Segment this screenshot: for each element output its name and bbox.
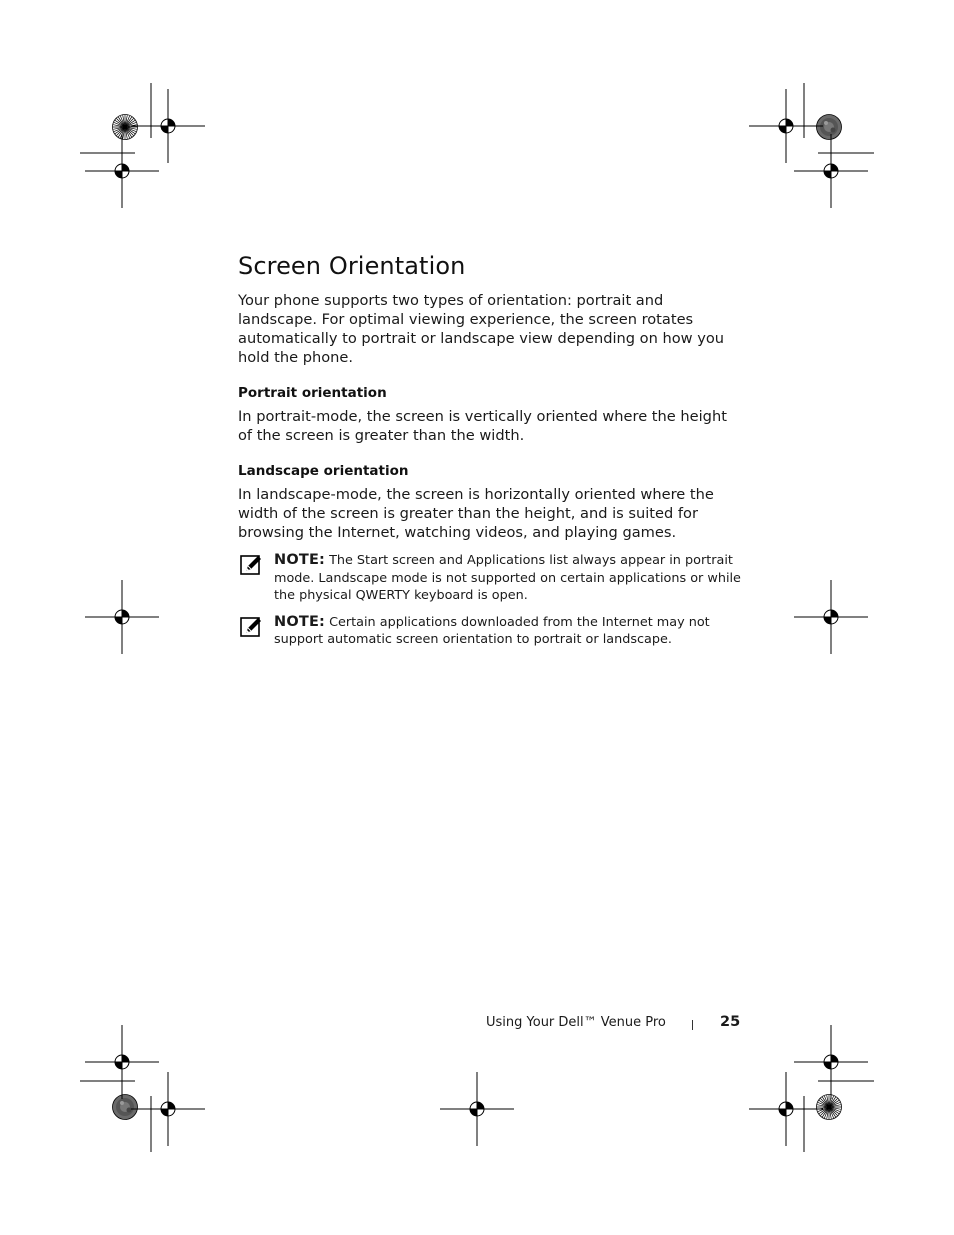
registration-mark-icon — [85, 580, 159, 654]
registration-mark-icon — [749, 89, 823, 163]
registration-mark-icon — [749, 1072, 823, 1146]
registration-mark-icon — [794, 1025, 868, 1099]
color-target-icon — [113, 1095, 138, 1120]
note-block — [238, 552, 743, 605]
note-block — [238, 614, 743, 649]
registration-mark-icon — [131, 1072, 205, 1146]
registration-mark-icon — [85, 134, 159, 208]
star-target-icon — [113, 115, 138, 140]
section-heading-landscape: Landscape orientation — [238, 463, 409, 479]
section-body-portrait: In portrait-mode, the screen is vertically oriented where the height of the screen is greater than the width. — [238, 408, 727, 444]
note-label: NOTE: — [274, 552, 326, 568]
footer-separator — [692, 1020, 693, 1030]
page-footer — [486, 1014, 741, 1030]
note-text: Certain applications downloaded from the Internet may not support automatic screen orientation to portrait or landscape. — [274, 614, 710, 647]
note-text: The Start screen and Applications list always appear in portrait mode. Landscape mode is not supported on certain applications or while the physical QWERTY keyboard is open. — [274, 553, 741, 603]
page-content — [238, 252, 743, 649]
registration-mark-icon — [440, 1072, 514, 1146]
color-target-icon — [817, 115, 842, 140]
running-title: Using Your Dell™ Venue Pro — [486, 1015, 666, 1030]
star-target-icon — [817, 1095, 842, 1120]
note-label: NOTE: — [274, 613, 326, 630]
note-pencil-icon — [240, 554, 262, 576]
note-pencil-icon — [240, 616, 262, 638]
intro-paragraph: Your phone supports two types of orientation: portrait and landscape. For optimal viewing experience, the screen rotates automatically to portrait or landscape view depending on how you hold the phone. — [238, 292, 725, 366]
page-number: 25 — [720, 1014, 741, 1030]
section-body-landscape: In landscape-mode, the screen is horizontally oriented where the width of the screen is greater than the height, and is suited for browsing the Internet, watching videos, and playing games. — [238, 486, 714, 541]
registration-mark-icon — [794, 580, 868, 654]
section-heading-portrait: Portrait orientation — [238, 385, 387, 401]
registration-mark-icon — [85, 1025, 159, 1099]
registration-mark-icon — [131, 89, 205, 163]
page-title: Screen Orientation — [238, 252, 466, 280]
registration-mark-icon — [794, 134, 868, 208]
